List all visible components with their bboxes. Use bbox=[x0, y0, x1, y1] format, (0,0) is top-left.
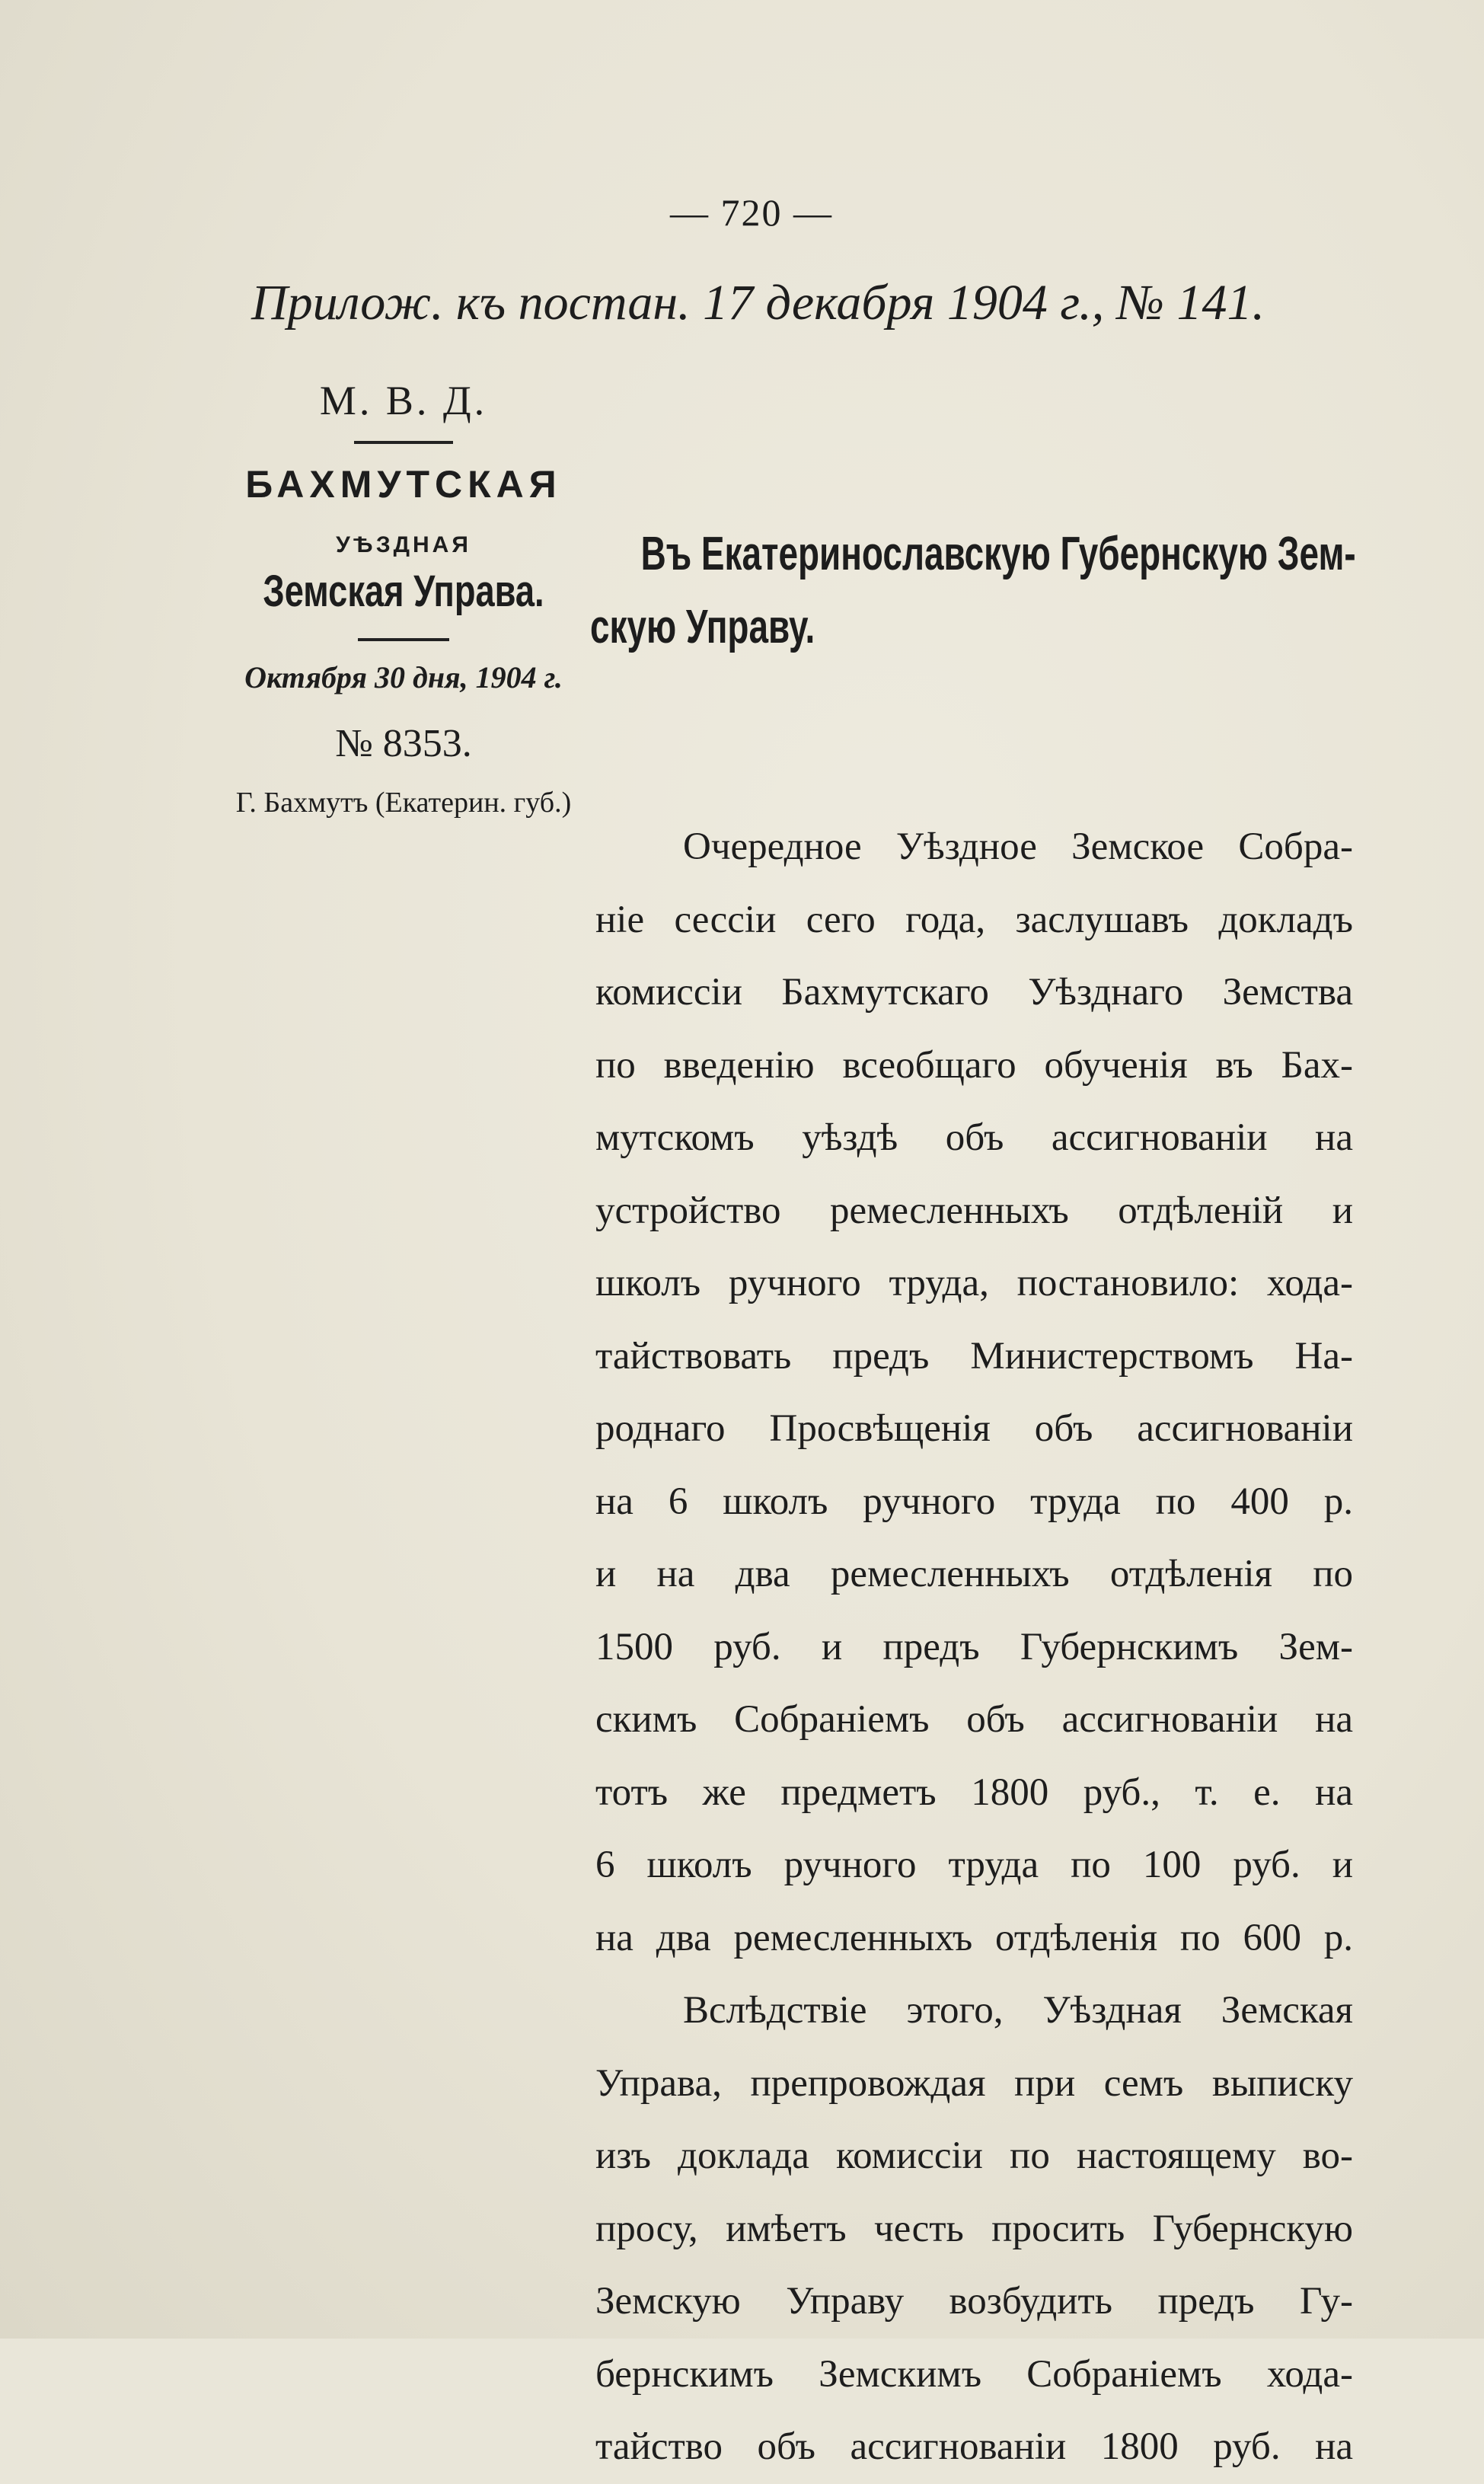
body-line: скимъ Собраніемъ объ ассигнованіи на bbox=[595, 1698, 1353, 1741]
body-line: Вслѣдствіе этого, Уѣздная Земская bbox=[683, 1989, 1353, 2032]
body-line: и на два ремесленныхъ отдѣленія по bbox=[595, 1553, 1353, 1595]
body-line: на 6 школъ ручного труда по 400 р. bbox=[595, 1480, 1353, 1523]
body-line: Управа, препровождая при семъ выписку bbox=[595, 2061, 1353, 2105]
addressee-line: скую Управу. bbox=[590, 601, 815, 653]
body-line: на два ремесленныхъ отдѣленія по 600 р. bbox=[595, 1916, 1353, 1959]
divider bbox=[354, 441, 453, 444]
body-line: 1500 руб. и предъ Губернскимъ Зем- bbox=[595, 1625, 1353, 1668]
divider bbox=[358, 638, 449, 641]
addressee-line: Въ Екатеринославскую Губернскую Зем- bbox=[640, 528, 1356, 580]
ministry-label: М. В. Д. bbox=[319, 378, 488, 423]
body-line: ніе сессіи сего года, заслушавъ докладъ bbox=[595, 898, 1353, 941]
addressee-block bbox=[590, 518, 1356, 664]
body-line: просу, имѣетъ честь просить Губернскую bbox=[595, 2207, 1353, 2250]
organization-district: УѢЗДНАЯ bbox=[336, 532, 471, 557]
organization-name: БАХМУТСКАЯ bbox=[245, 463, 562, 506]
body-line: Очередное Уѣздное Земское Собра- bbox=[683, 825, 1353, 868]
body-line: изъ доклада комиссіи по настоящему во- bbox=[595, 2134, 1353, 2177]
body-line: тотъ же предметъ 1800 руб., т. е. на bbox=[595, 1770, 1353, 1814]
body-line: школъ ручного труда, постановило: хода- bbox=[595, 1262, 1353, 1304]
body-line: по введенію всеобщаго обученія въ Бах- bbox=[595, 1043, 1353, 1087]
letter-date: Октября 30 дня, 1904 г. bbox=[244, 660, 563, 694]
reference-number: № 8353. bbox=[335, 722, 472, 765]
body-line: тайство объ ассигнованіи 1800 руб. на bbox=[595, 2425, 1353, 2468]
body-line: комиссіи Бахмутскаго Уѣзднаго Земства bbox=[595, 971, 1353, 1014]
body-line: мутскомъ уѣздѣ объ ассигнованіи на bbox=[595, 1116, 1353, 1159]
body-line: роднаго Просвѣщенія объ ассигнованіи bbox=[595, 1407, 1353, 1450]
place-of-origin: Г. Бахмутъ (Екатерин. губ.) bbox=[235, 787, 572, 819]
body-line: бернскимъ Земскимъ Собраніемъ хода- bbox=[595, 2352, 1353, 2396]
body-line: Земскую Управу возбудить предъ Гу- bbox=[595, 2280, 1353, 2323]
organization-board: Земская Управа. bbox=[263, 567, 544, 616]
body-line: устройство ремесленныхъ отдѣленій и bbox=[595, 1189, 1353, 1232]
body-line: 6 школъ ручного труда по 100 руб. и bbox=[595, 1844, 1353, 1886]
letter-body bbox=[595, 811, 1353, 2484]
page-number: — 720 — bbox=[670, 191, 833, 234]
sender-block bbox=[190, 377, 617, 819]
body-line: тайствовать предъ Министерствомъ На- bbox=[595, 1334, 1353, 1378]
attachment-reference: Прилож. къ постан. 17 декабря 1904 г., № 141. bbox=[251, 275, 1265, 330]
